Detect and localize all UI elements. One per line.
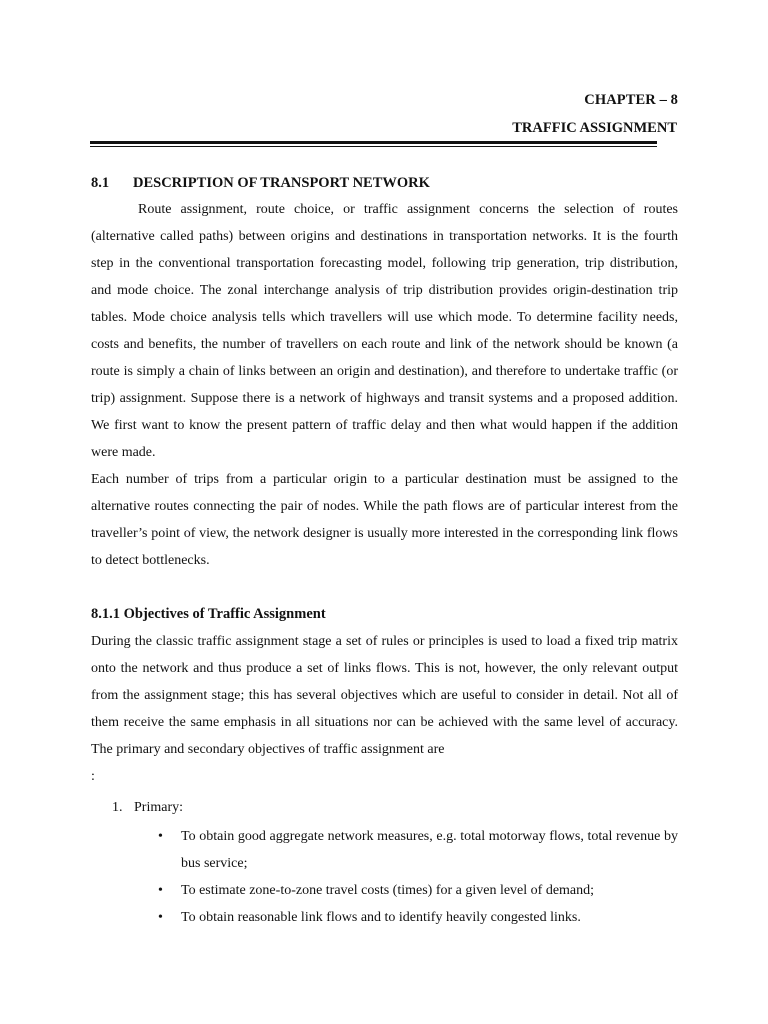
objectives-list (91, 794, 678, 931)
list-marker: 1. (112, 800, 123, 815)
section-number: 8.1 (91, 175, 110, 191)
chapter-title: TRAFFIC ASSIGNMENT (512, 120, 677, 136)
chapter-number: CHAPTER – 8 (584, 92, 678, 108)
section-heading (91, 170, 678, 196)
section-paragraph-1: Route assignment, route choice, or traffic assignment concerns the selection of routes (alternative called paths) between origins and destinations in transportation networks. It is the fourth step in the conventional transportation forecasting model, following trip generation, trip distribution, and mode choice. The zonal interchange analysis of trip distribution provides origin-destination trip tables. Mode choice analysis tells which travellers will use which mode. To determine facility needs, costs and benefits, the number of travellers on each route and link of the network should be known (a route is simply a chain of links between an origin and destination), and therefore to undertake traffic (or trip) assignment. Suppose there is a network of highways and transit systems and a proposed addition. We first want to know the present pattern of traffic delay and then what would happen if the addition were made. (91, 202, 678, 460)
header-rule-thin (90, 146, 657, 147)
section-paragraph-2: Each number of trips from a particular origin to a particular destination must be assigned to the alternative routes connecting the pair of nodes. While the path flows are of particular interest from the traveller’s point of view, the network designer is usually more interested in the corresponding link flows to detect bottlenecks. (91, 472, 678, 568)
bullet-text: To estimate zone-to-zone travel costs (times) for a given level of demand; (181, 883, 595, 898)
subsection-heading: 8.1.1 Objectives of Traffic Assignment (91, 606, 326, 622)
bullet-text: To obtain reasonable link flows and to identify heavily congested links. (181, 910, 581, 925)
bullet-icon: • (158, 910, 163, 925)
primary-bullets (91, 823, 678, 931)
page-body (91, 170, 678, 931)
bullet-item (91, 877, 678, 904)
bullet-item (91, 904, 678, 931)
section-title: DESCRIPTION OF TRANSPORT NETWORK (133, 175, 430, 191)
bullet-icon: • (158, 883, 163, 898)
bullet-item (91, 823, 678, 877)
subsection-paragraph: During the classic traffic assignment stage a set of rules or principles is used to load a fixed trip matrix onto the network and thus produce a set of links flows. This is not, however, the only relevant output from the assignment stage; this has several objectives which are useful to consider in detail. Not all of them receive the same emphasis in all situations nor can be achieved with the same level of accuracy. The primary and secondary objectives of traffic assignment are (91, 634, 678, 757)
subsection-colon: : (91, 769, 95, 784)
bullet-icon: • (158, 829, 163, 844)
list-label: Primary: (134, 800, 183, 815)
list-item-primary (91, 794, 678, 821)
bullet-text: To obtain good aggregate network measures, e.g. total motorway flows, total revenue by bus service; (181, 829, 678, 871)
header-rule-thick (90, 141, 657, 144)
